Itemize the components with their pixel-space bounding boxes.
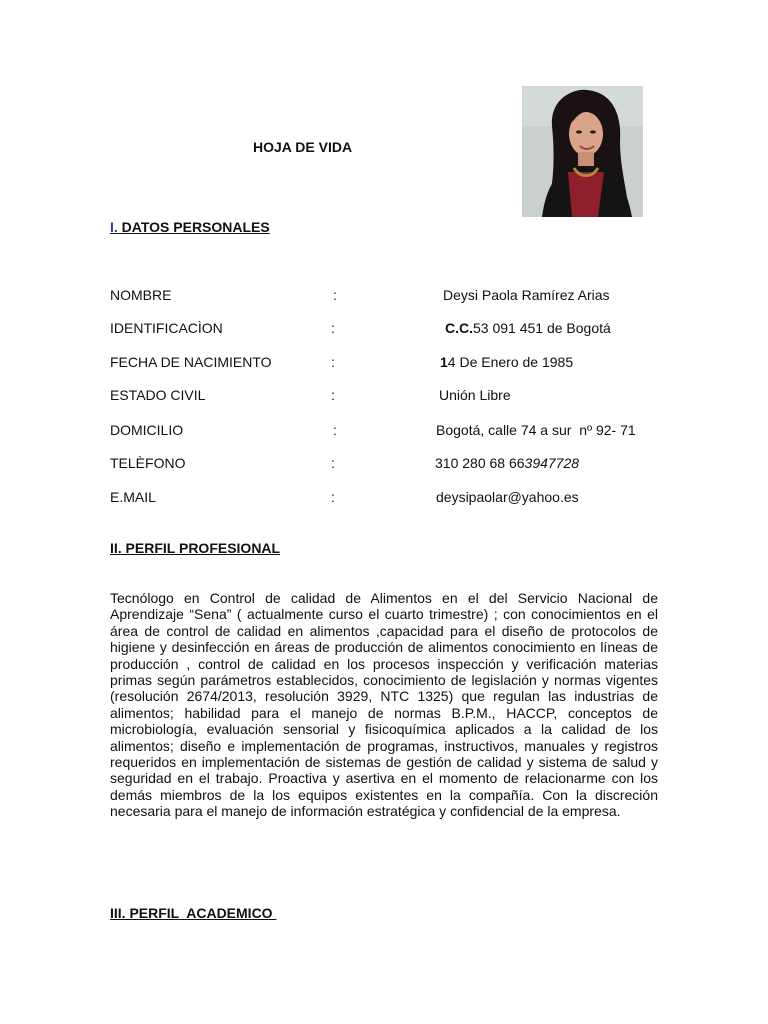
label-domicilio: DOMICILIO <box>110 422 184 438</box>
label-fecha-nacimiento: FECHA DE NACIMIENTO <box>110 354 272 370</box>
label-identificacion: IDENTIFICACÌON <box>110 320 223 336</box>
value-telefono-italic: 3947728 <box>524 455 580 471</box>
label-telefono: TELÈFONO <box>110 455 186 471</box>
section-number: I. <box>110 219 118 235</box>
label-nombre: NOMBRE <box>110 287 172 303</box>
colon: : <box>331 455 335 471</box>
page-title: HOJA DE VIDA <box>253 139 353 155</box>
section-perfil-academico: III. PERFIL ACADEMICO <box>110 905 277 921</box>
value-identificacion-number: 53 091 451 de Bogotá <box>473 320 611 336</box>
value-email: deysipaolar@yahoo.es <box>436 489 579 505</box>
value-fecha-digit: 1 <box>440 354 448 370</box>
colon: : <box>333 422 337 438</box>
label-email: E.MAIL <box>110 489 156 505</box>
colon: : <box>331 489 335 505</box>
section-title: DATOS PERSONALES <box>117 219 270 235</box>
value-identificacion <box>445 320 611 336</box>
colon: : <box>333 287 337 303</box>
perfil-profesional-text: Tecnólogo en Control de calidad de Alimentos en el del Servicio Nacional de Aprendizaje “Sena” ( actualmente curso el cuarto trimestre) ; con conocimientos en el área de control de calidad en alimentos ,capacidad para el diseño de protocolos de higiene y desinfección en áreas de producción de alimentos conocimiento en líneas de producción , control de calidad en los procesos inspección y verificación materias primas según parámetros establecidos, conocimiento de legislación y normas vigentes (resolución 2674/2013, resolución 3929, NTC 1325) que regulan las industrias de alimentos; habilidad para el manejo de normas B.P.M., HACCP, conceptos de microbiología, evaluación sensorial y fisicoquímica aplicados a la calidad de los alimentos; diseño e implementación de programas, instructivos, manuales y registros requeridos en implementación de sistemas de gestión de calidad y sistema de salud y seguridad en el trabajo. Proactiva y asertiva en el momento de relacionarme con los demás miembros de la los equipos existentes en la compañía. Con la discreción necesaria para el manejo de información estratégica y confidencial de la empresa. <box>110 590 658 820</box>
value-nombre: Deysi Paola Ramírez Arias <box>443 287 610 303</box>
value-fecha-nacimiento <box>440 354 573 370</box>
section-perfil-profesional: II. PERFIL PROFESIONAL <box>110 540 281 556</box>
profile-photo <box>522 86 643 217</box>
label-estado-civil: ESTADO CIVIL <box>110 387 206 403</box>
value-domicilio: Bogotá, calle 74 a sur nº 92- 71 <box>436 422 636 438</box>
value-identificacion-prefix: C.C. <box>445 320 473 336</box>
value-telefono <box>435 455 579 471</box>
section-datos-personales <box>110 219 270 235</box>
value-estado-civil: Unión Libre <box>439 387 511 403</box>
value-telefono-main: 310 280 68 66 <box>435 455 525 471</box>
colon: : <box>331 387 335 403</box>
colon: : <box>331 354 335 370</box>
profile-photo-image <box>522 86 643 217</box>
colon: : <box>331 320 335 336</box>
value-fecha-rest: 4 De Enero de 1985 <box>447 354 574 370</box>
